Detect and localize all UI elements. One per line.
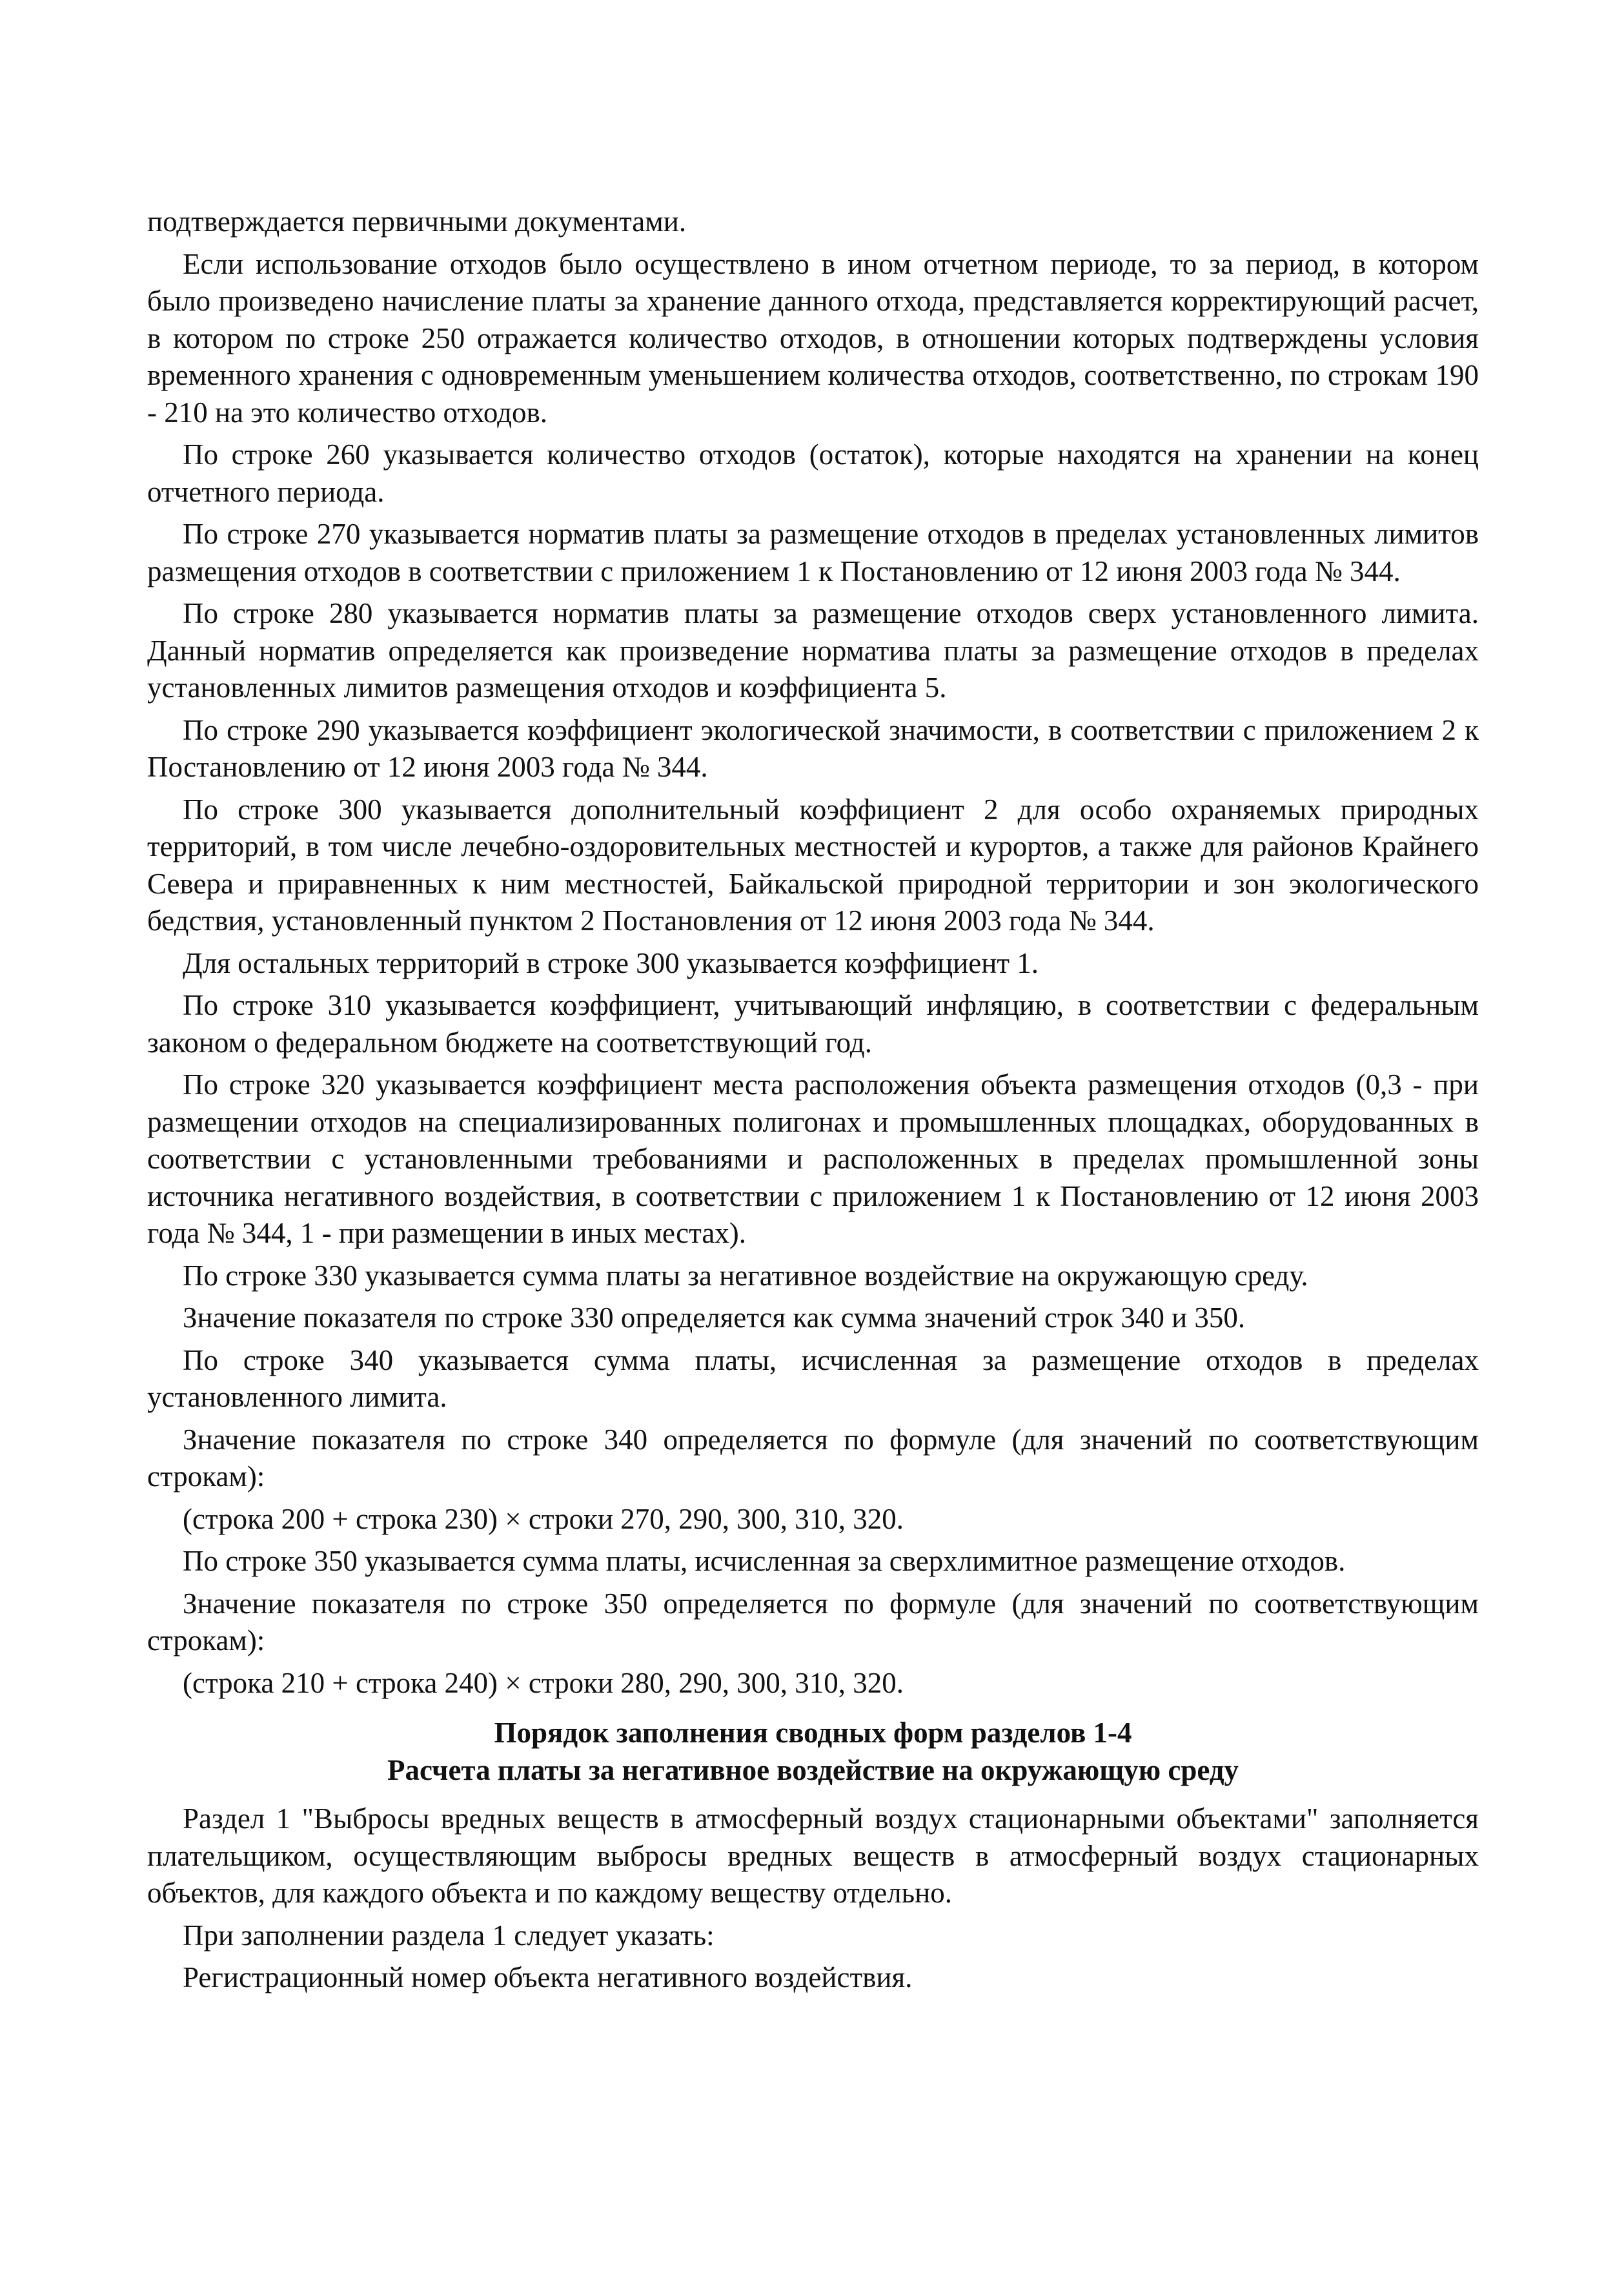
paragraph: По строке 340 указывается сумма платы, исчисленная за размещение отходов в пределах установленного лимита. [147, 1343, 1479, 1413]
paragraph: По строке 300 указывается дополнительный коэффициент 2 для особо охраняемых природных территорий, в том числе лечебно-оздоровительных местностей и курортов, а также для районов Крайнего Севера и приравненных к ним местностей, Байкальской природной территории и зон экологического бедствия, установленный пунктом 2 Постановления от 12 июня 2003 года № 344. [147, 793, 1479, 937]
paragraph: Если использование отходов было осуществлено в ином отчетном периоде, то за период, в котором было произведено начисление платы за хранение данного отхода, представляется корректирующий расчет, в котором по строке 250 отражается количество отходов, в отношении которых подтверждены условия временного хранения с одновременным уменьшением количества отходов, соответственно, по строкам 190 - 210 на это количество отходов. [147, 247, 1479, 429]
paragraph: Регистрационный номер объекта негативного воздействия. [183, 1961, 913, 1993]
paragraph: По строке 330 указывается сумма платы за негативное воздействие на окружающую среду. [183, 1259, 1308, 1292]
paragraph: По строке 320 указывается коэффициент места расположения объекта размещения отходов (0,3 - при размещении отходов на специализированных полигонах и промышленных площадках, оборудованных в соответствии с установленными требованиями и расположенных в пределах промышленной зоны источника негативного воздействия, в соответствии с приложением 1 к Постановлению от 12 июня 2003 года № 344, 1 - при размещении в иных местах). [147, 1068, 1479, 1249]
formula-line: (строка 200 + строка 230) × строки 270, 290, 300, 310, 320. [183, 1502, 904, 1535]
paragraph: Значение показателя по строке 340 определяется по формуле (для значений по соответствующим строкам): [147, 1423, 1479, 1493]
paragraph: По строке 290 указывается коэффициент экологической значимости, в соответствии с приложением 2 к Постановлению от 12 июня 2003 года № 344. [147, 713, 1479, 783]
paragraph: По строке 280 указывается норматив платы за размещение отходов сверх установленного лимита. Данный норматив определяется как произведение норматива платы за размещение отходов в пределах установленных лимитов размещения отходов и коэффициента 5. [147, 597, 1479, 704]
paragraph: По строке 350 указывается сумма платы, исчисленная за сверхлимитное размещение отходов. [183, 1545, 1346, 1577]
formula-line: (строка 210 + строка 240) × строки 280, 290, 300, 310, 320. [183, 1666, 904, 1699]
paragraph: Значение показателя по строке 350 определяется по формуле (для значений по соответствующим строкам): [147, 1587, 1479, 1656]
document-body [147, 203, 1479, 2002]
heading-line-1: Порядок заполнения сводных форм разделов 1-4 [494, 1717, 1132, 1749]
paragraph: Раздел 1 "Выбросы вредных веществ в атмосферный воздух стационарными объектами" заполняется плательщиком, осуществляющим выбросы вредных веществ в атмосферный воздух стационарных объектов, для каждого объекта и по каждому веществу отдельно. [147, 1802, 1479, 1909]
section-heading [147, 1715, 1479, 1789]
paragraph: Для остальных территорий в строке 300 указывается коэффициент 1. [183, 946, 1039, 979]
heading-line-2: Расчета платы за негативное воздействие на окружающую среду [387, 1753, 1239, 1786]
paragraph: При заполнении раздела 1 следует указать: [183, 1919, 715, 1952]
paragraph: По строке 310 указывается коэффициент, учитывающий инфляцию, в соответствии с федеральным законом о федеральном бюджете на соответствующий год. [147, 989, 1479, 1059]
paragraph: По строке 260 указывается количество отходов (остаток), которые находятся на хранении на конец отчетного периода. [147, 438, 1479, 508]
paragraph: По строке 270 указывается норматив платы за размещение отходов в пределах установленных лимитов размещения отходов в соответствии с приложением 1 к Постановлению от 12 июня 2003 года № 344. [147, 518, 1479, 587]
paragraph: подтверждается первичными документами. [147, 205, 687, 238]
paragraph: Значение показателя по строке 330 определяется как сумма значений строк 340 и 350. [183, 1301, 1246, 1334]
